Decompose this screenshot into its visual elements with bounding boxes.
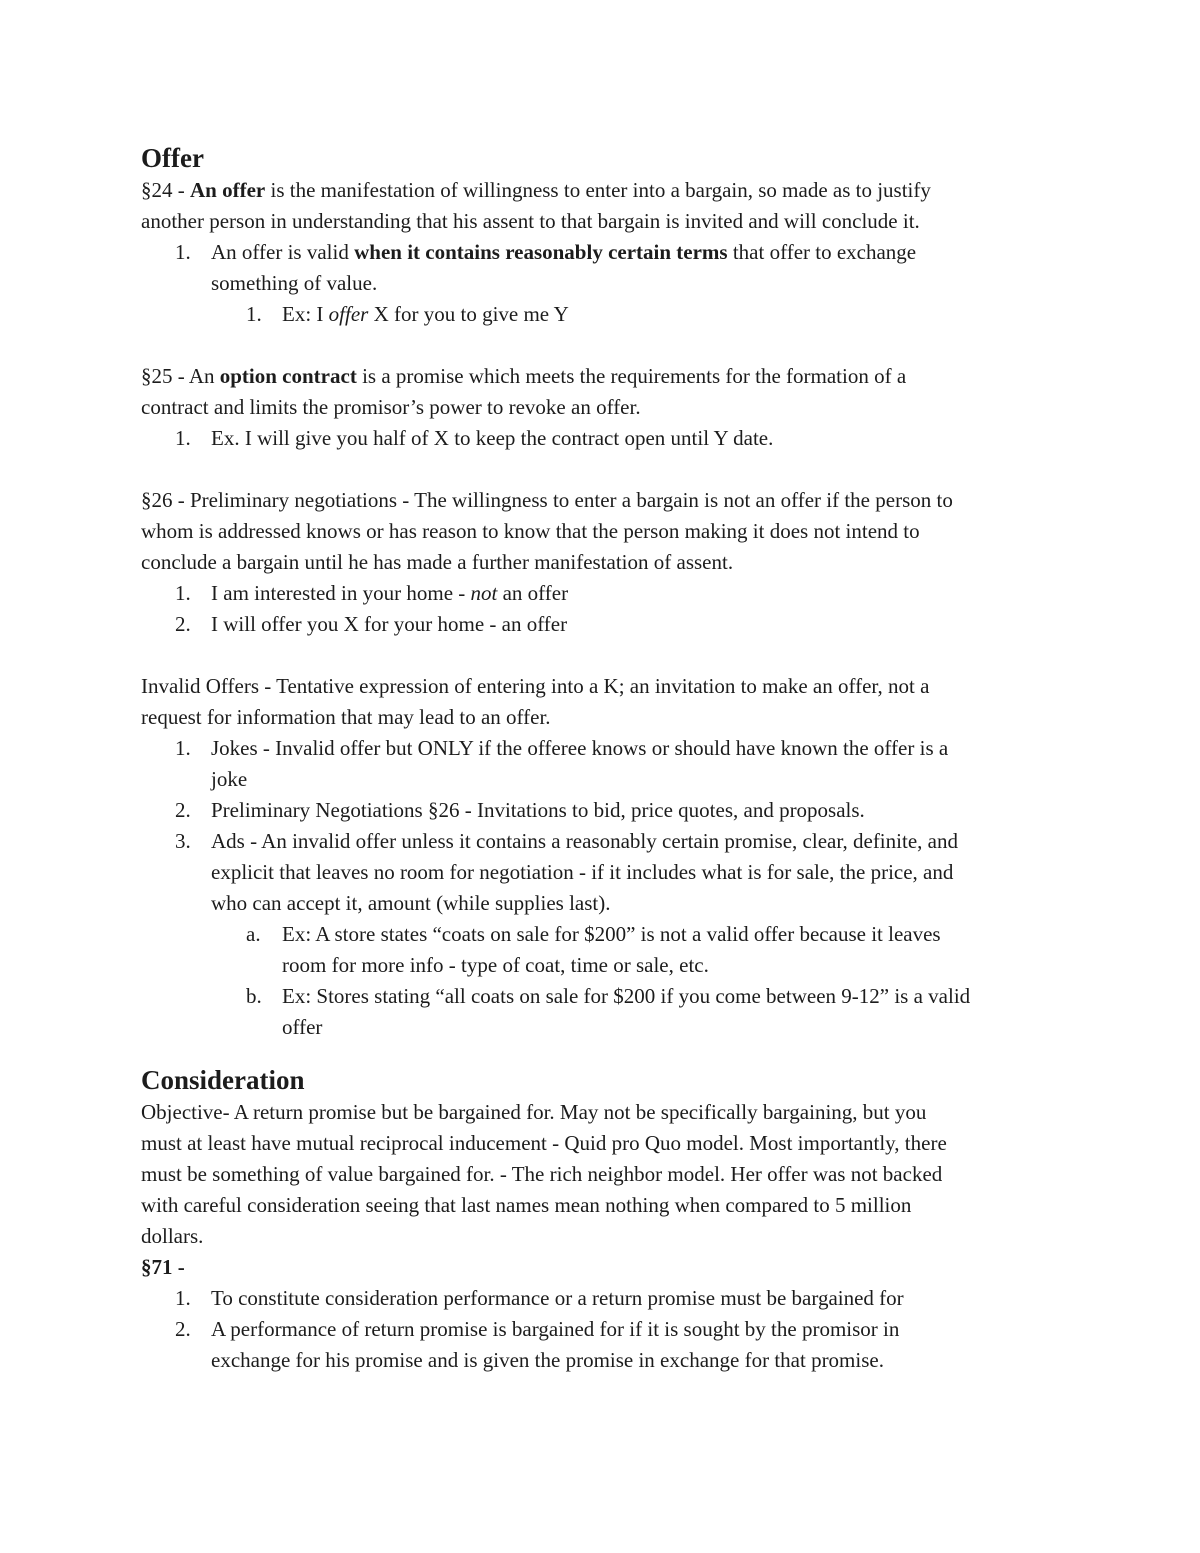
- sub-list-item: [141, 919, 1061, 981]
- s26-line-3: conclude a bargain until he has made a further manifestation of assent.: [141, 550, 734, 574]
- list-item-text-line-2: room for more info - type of coat, time or sale, etc.: [282, 953, 709, 977]
- list-item-text-line-1: A performance of return promise is bargained for if it is sought by the promisor in: [211, 1317, 900, 1341]
- sub-list-item: [141, 981, 1061, 1043]
- list-marker: 2.: [175, 1317, 191, 1341]
- list-item-text: [141, 826, 1061, 919]
- list-item-text: [141, 919, 1061, 981]
- list-item-text-post: that offer to exchange: [727, 240, 917, 264]
- list-item-text: To constitute consideration performance or a return promise must be bargained for: [211, 1286, 904, 1310]
- list-marker: a.: [246, 922, 261, 946]
- list-item-bold: when it contains reasonably certain terms: [354, 240, 728, 264]
- invalid-offers-line-1: Invalid Offers - Tentative expression of entering into a K; an invitation to make an offer, not a: [141, 674, 930, 698]
- list-item-text: I will offer you X for your home - an offer: [211, 612, 568, 636]
- s25-line-1-rest: is a promise which meets the requirements for the formation of a: [356, 364, 907, 388]
- list-marker: 1.: [175, 426, 191, 450]
- list-item-text-pre: An offer is valid: [211, 240, 355, 264]
- list-item: [141, 1283, 1061, 1314]
- list-marker: b.: [246, 984, 262, 1008]
- s25-prefix: §25 - An: [141, 364, 220, 388]
- list-marker: 1.: [175, 240, 191, 264]
- list-item-text-post: an offer: [497, 581, 569, 605]
- list-item: [141, 1314, 1061, 1376]
- list-item: [141, 237, 1061, 299]
- list-item-text-line-2: explicit that leaves no room for negotiation - if it includes what is for sale, the price, and: [211, 860, 954, 884]
- list-marker: 1.: [246, 302, 262, 326]
- list-marker: 2.: [175, 798, 191, 822]
- list-item-italic: offer: [328, 302, 369, 326]
- list-item-text: Ex. I will give you half of X to keep the contract open until Y date.: [211, 426, 774, 450]
- list-marker: 2.: [175, 612, 191, 636]
- consideration-heading: Consideration: [141, 1065, 305, 1095]
- list-item: [141, 578, 1061, 609]
- list-item-text: [141, 299, 1061, 330]
- s24-bold-term: An offer: [190, 178, 266, 202]
- consideration-para-line-1: Objective- A return promise but be bargained for. May not be specifically bargaining, but you: [141, 1100, 927, 1124]
- list-item-text-pre: I am interested in your home -: [211, 581, 471, 605]
- sub-list-item: [141, 299, 1061, 330]
- list-item-text: Preliminary Negotiations §26 - Invitations to bid, price quotes, and proposals.: [211, 798, 865, 822]
- s71-label: [141, 1252, 1061, 1283]
- document-body: [141, 141, 1061, 1376]
- list-item-text-line-1: Jokes - Invalid offer but ONLY if the offeree knows or should have known the offer is a: [211, 736, 949, 760]
- consideration-para-line-4: with careful consideration seeing that last names mean nothing when compared to 5 million: [141, 1193, 912, 1217]
- list-item-text-line-1: Ads - An invalid offer unless it contains a reasonably certain promise, clear, definite, and: [211, 829, 958, 853]
- list-item: [141, 609, 1061, 640]
- s25-line-1: [141, 361, 1061, 392]
- list-item-text: [141, 578, 1061, 609]
- list-item-text-line-1: Ex: A store states “coats on sale for $200” is not a valid offer because it leaves: [282, 922, 941, 946]
- list-item-text-line-1: Ex: Stores stating “all coats on sale for $200 if you come between 9-12” is a valid: [282, 984, 971, 1008]
- s25-line-2: contract and limits the promisor’s power to revoke an offer.: [141, 395, 641, 419]
- list-item-text-line-3: who can accept it, amount (while supplies last).: [211, 891, 611, 915]
- s24-line-1: [141, 175, 1061, 206]
- list-item-text-line-2: exchange for his promise and is given the promise in exchange for that promise.: [211, 1348, 884, 1372]
- list-item-text: [141, 237, 1061, 299]
- s26-line-1: §26 - Preliminary negotiations - The willingness to enter a bargain is not an offer if the person to: [141, 488, 953, 512]
- list-item-italic: not: [470, 581, 498, 605]
- list-item: [141, 423, 1061, 454]
- list-item-text-line-2: joke: [211, 767, 248, 791]
- list-marker: 1.: [175, 1286, 191, 1310]
- list-item: [141, 795, 1061, 826]
- list-item: [141, 826, 1061, 919]
- s24-prefix: §24 -: [141, 178, 190, 202]
- s26-line-2: whom is addressed knows or has reason to know that the person making it does not intend to: [141, 519, 920, 543]
- s24-line-1-rest: is the manifestation of willingness to enter into a bargain, so made as to justify: [265, 178, 931, 202]
- list-item-text: [141, 733, 1061, 795]
- s25-bold-term: option contract: [219, 364, 357, 388]
- list-marker: 3.: [175, 829, 191, 853]
- list-item-text-post: X for you to give me Y: [368, 302, 569, 326]
- list-item-text-line-2: offer: [282, 1015, 323, 1039]
- consideration-para-line-2: must at least have mutual reciprocal inducement - Quid pro Quo model. Most importantly, there: [141, 1131, 947, 1155]
- offer-heading: Offer: [141, 143, 204, 173]
- invalid-offers-line-2: request for information that may lead to an offer.: [141, 705, 551, 729]
- list-item: [141, 733, 1061, 795]
- s24-line-2: another person in understanding that his assent to that bargain is invited and will conclude it.: [141, 209, 920, 233]
- list-marker: 1.: [175, 581, 191, 605]
- list-item-text: [141, 981, 1061, 1043]
- consideration-para-line-5: dollars.: [141, 1224, 204, 1248]
- list-item-text: [141, 1314, 1061, 1376]
- list-marker: 1.: [175, 736, 191, 760]
- s71-label-text: §71 -: [141, 1255, 185, 1279]
- list-item-text-pre: Ex: I: [282, 302, 329, 326]
- consideration-para-line-3: must be something of value bargained for. - The rich neighbor model. Her offer was not backed: [141, 1162, 943, 1186]
- list-item-text-line-2: something of value.: [211, 271, 378, 295]
